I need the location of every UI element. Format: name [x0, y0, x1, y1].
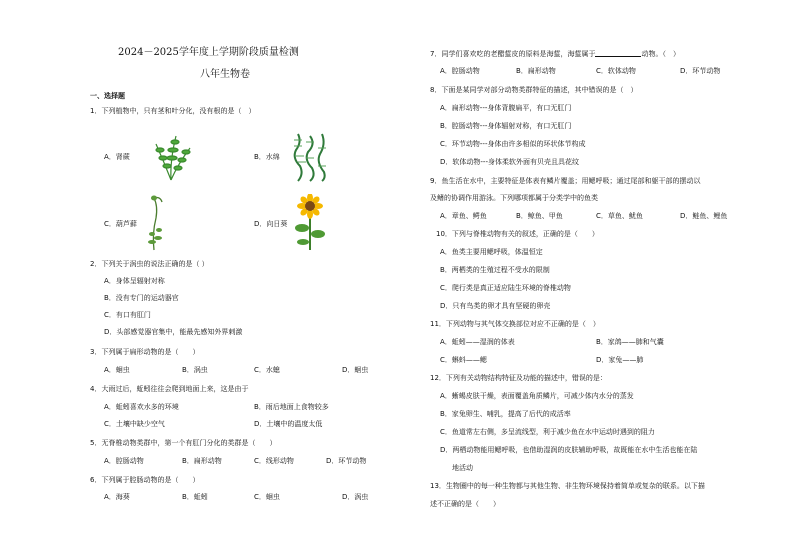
q9-stem-line1: 9．鱼生活在水中，主要特征是体表有鳞片覆盖；用鳃呼吸；通过尾部和躯干部的摆动以: [430, 177, 701, 185]
moss-image: [142, 194, 172, 252]
q7-option-a: A．腔肠动物: [440, 67, 480, 75]
q8-stem: 8．下面是某同学对部分动物类群特征的描述，其中错误的是（ ）: [430, 86, 638, 94]
q12-option-c: C．鱼道常左右侧，多呈流线型，利于减少鱼在水中运动时遇到的阻力: [440, 428, 655, 436]
q5-option-d: D．环节动物: [326, 457, 367, 465]
q1-option-c: C．葫芦藓: [104, 220, 137, 228]
q9-option-d: D．鲢鱼、鲤鱼: [680, 212, 728, 220]
q2-option-a: A．身体呈辐射对称: [104, 277, 165, 285]
exam-title: 2024－2025学年度上学期阶段质量检测: [118, 47, 299, 58]
q11-option-d: D．家兔——肺: [596, 356, 644, 364]
q10-option-b: B．两栖类的生殖过程不受水的限制: [440, 266, 550, 274]
q3-option-c: C．水螅: [254, 366, 280, 374]
q7-option-d: D．环节动物: [680, 67, 721, 75]
q5-option-b: B．扁形动物: [182, 457, 222, 465]
q9-stem-line2: 及鳍的协调作用游泳。下列哪项都属于分类学中的鱼类: [430, 194, 598, 202]
section-heading: 一、选择题: [90, 92, 125, 100]
q1-option-b: B．水绵: [254, 153, 280, 161]
q6-option-d: D．涡虫: [342, 493, 369, 501]
q8-option-d: D．软体动物---身体柔软外面有贝壳且具花纹: [440, 158, 579, 166]
q11-option-b: B．家鸽——肺和气囊: [596, 338, 664, 346]
q4-option-d: D．土壤中的温度太低: [254, 420, 323, 428]
q2-stem: 2．下列关于涡虫的说法正确的是（ ）: [90, 260, 209, 268]
q13-stem-line2: 述不正确的是（ ）: [430, 500, 500, 508]
q5-option-c: C．线形动物: [254, 457, 294, 465]
q10-option-c: C．爬行类是真正适应陆生环境的脊椎动物: [440, 284, 571, 292]
q3-option-a: A．蛔虫: [104, 366, 130, 374]
q5-option-a: A．腔肠动物: [104, 457, 144, 465]
sunflower-image: [290, 194, 330, 252]
q12-option-d-continued: 地活动: [452, 464, 473, 472]
q11-option-a: A．蚯蚓——湿润的体表: [440, 338, 515, 346]
q2-option-d: D．头部感觉器官集中，能最先感知外界刺激: [104, 328, 243, 336]
q4-option-c: C．土壤中缺少空气: [104, 420, 165, 428]
q12-option-d: D．两栖动物能用鳃呼吸，也借助湿润的皮肤辅助呼吸，故既能在水中生活也能在陆: [440, 446, 698, 454]
q5-stem: 5．无脊椎动物类群中，第一个有肛门分化的类群是（ ）: [90, 439, 277, 447]
q7-stem-start: 7．同学们喜欢吃的老醋蜇皮的原料是海蜇，海蜇属于: [430, 50, 596, 58]
q2-option-b: B．没有专门的运动器官: [104, 294, 179, 302]
q10-option-a: A．鱼类主要用鳃呼吸，体温恒定: [440, 248, 543, 256]
q1-option-a: A．肾蕨: [104, 153, 130, 161]
q1-option-d: D．向日葵: [254, 220, 288, 228]
q10-stem: 10．下列与脊椎动物有关的叙述，正确的是（ ）: [436, 230, 599, 238]
q6-option-b: B．蚯蚓: [182, 493, 208, 501]
q11-option-c: C．蝌蚪——鳃: [440, 356, 487, 364]
q7-option-c: C．软体动物: [596, 67, 636, 75]
q8-option-b: B．腔肠动物---身体辐射对称，有口无肛门: [440, 122, 572, 130]
q9-option-a: A．章鱼、鳄鱼: [440, 212, 487, 220]
q11-stem: 11．下列动物与其气体交换部位对应不正确的是（ ）: [430, 320, 600, 328]
exam-subtitle: 八年生物卷: [200, 69, 250, 80]
q3-stem: 3．下列属于扁形动物的是（ ）: [90, 348, 200, 356]
q12-option-b: B．家兔卵生、哺乳，提高了后代的成活率: [440, 410, 571, 418]
q4-option-a: A．蚯蚓喜欢水多的环境: [104, 403, 179, 411]
q7-option-b: B．扁形动物: [516, 67, 556, 75]
q6-stem: 6．下列属于腔肠动物的是（ ）: [90, 476, 200, 484]
q3-option-d: D．蛔虫: [342, 366, 369, 374]
spirogyra-image: [288, 132, 330, 182]
q13-stem-line1: 13．生物圈中的每一种生物都与其他生物、非生物环境保持着简单或复杂的联系。以下描: [430, 482, 705, 490]
q12-option-a: A．蜥蜴皮肤干燥，表面覆盖角质鳞片，可减少体内水分的蒸发: [440, 392, 634, 400]
q4-option-b: B．雨后地面上食物较多: [254, 403, 329, 411]
q3-option-b: B．涡虫: [182, 366, 208, 374]
q7-answer-blank: [595, 49, 641, 57]
q6-option-c: C．蛔虫: [254, 493, 280, 501]
q9-option-b: B．鲸鱼、甲鱼: [516, 212, 563, 220]
q4-stem: 4．大雨过后，蚯蚓往往会爬到地面上来，这是由于: [90, 385, 249, 393]
q8-option-c: C．环节动物---身体由许多相似的环状体节构成: [440, 140, 586, 148]
q6-option-a: A．海葵: [104, 493, 130, 501]
q9-option-c: C．草鱼、鱿鱼: [596, 212, 643, 220]
q12-stem: 12．下列有关动物结构特征及功能的描述中，错误的是：: [430, 374, 607, 382]
q2-option-c: C．有口有肛门: [104, 311, 151, 319]
q10-option-d: D．只有鸟类的卵才具有坚硬的卵壳: [440, 302, 551, 310]
q8-option-a: A．扁形动物---身体背腹扁平，有口无肛门: [440, 104, 572, 112]
q1-stem: 1．下列植物中，只有茎和叶分化，没有根的是（ ）: [90, 107, 256, 115]
q7-stem-end: 动物。（ ）: [641, 50, 680, 58]
fern-image: [148, 130, 194, 182]
q7-stem: [430, 49, 680, 59]
